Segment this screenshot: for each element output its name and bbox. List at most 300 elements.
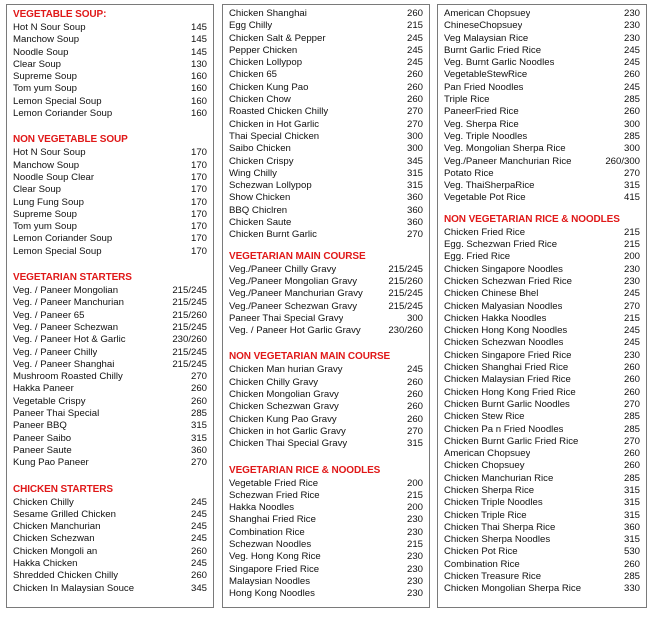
item-price: 230 — [406, 575, 423, 587]
menu-item — [13, 71, 207, 83]
item-name: Noodle Soup — [13, 46, 69, 58]
item-name: Veg. Triple Noodles — [444, 130, 528, 142]
menu-item — [229, 401, 423, 413]
item-price: 170 — [190, 171, 207, 183]
item-name: Chicken Schezwan Gravy — [229, 401, 339, 413]
menu-item — [13, 457, 207, 469]
item-name: Chicken in hot Garlic Gravy — [229, 425, 346, 437]
item-price: 345 — [190, 582, 207, 594]
menu-item — [13, 233, 207, 245]
item-price: 360 — [406, 204, 423, 216]
item-name: Vegetable Crispy — [13, 395, 86, 407]
item-name: Kung Pao Paneer — [13, 457, 89, 469]
section-heading: NON VEGETARIAN MAIN COURSE — [229, 351, 391, 363]
item-price: 170 — [190, 233, 207, 245]
item-price: 230 — [406, 514, 423, 526]
item-name: Veg. / Paneer Mongolian — [13, 285, 119, 297]
item-price: 360 — [406, 192, 423, 204]
item-name: Chicken Mongolian Gravy — [229, 389, 339, 401]
menu-item — [444, 168, 640, 180]
item-price: 260 — [190, 383, 207, 395]
item-name: Chicken Chinese Bhel — [444, 288, 539, 300]
item-name: VegetableStewRice — [444, 69, 528, 81]
menu-item — [13, 34, 207, 46]
menu-item — [229, 325, 423, 337]
menu-item — [13, 433, 207, 445]
item-name: Pan Fried Noodles — [444, 81, 524, 93]
item-name: Combination Rice — [444, 558, 520, 570]
item-price: 530 — [623, 546, 640, 558]
item-name: Lemon Special Soup — [13, 95, 102, 107]
menu-item — [229, 180, 423, 192]
menu-item — [13, 197, 207, 209]
item-price: 215 — [406, 538, 423, 550]
item-name: Chicken Pa n Fried Noodles — [444, 423, 564, 435]
item-price: 270 — [623, 167, 640, 179]
item-price: 260 — [623, 460, 640, 472]
item-price: 315 — [623, 497, 640, 509]
item-name: Saibo Chicken — [229, 143, 291, 155]
menu-item — [229, 217, 423, 229]
menu-item — [229, 57, 423, 69]
section-spacer — [229, 337, 423, 350]
item-name: Egg. Fried Rice — [444, 251, 511, 263]
item-price: 270 — [190, 371, 207, 383]
item-name: Veg./Paneer Chilly Gravy — [229, 263, 337, 275]
item-price: 315 — [406, 180, 423, 192]
item-name: Chicken Shanghai — [229, 8, 307, 19]
item-name: Veg./Paneer Mongolian Gravy — [229, 275, 357, 287]
item-price: 260 — [406, 8, 423, 19]
item-name: American Chopsuey — [444, 8, 531, 19]
item-price: 360 — [406, 217, 423, 229]
menu-item — [229, 313, 423, 325]
menu-item — [444, 350, 640, 362]
menu-item — [229, 119, 423, 131]
item-price: 230 — [406, 526, 423, 538]
item-price: 230 — [623, 8, 640, 19]
menu-item — [13, 108, 207, 120]
menu-item — [444, 399, 640, 411]
item-name: Hot N Sour Soup — [13, 147, 86, 159]
item-price: 200 — [623, 251, 640, 263]
item-name: Vegetable Fried Rice — [229, 477, 319, 489]
menu-item — [229, 576, 423, 588]
menu-item — [229, 426, 423, 438]
item-price: 145 — [190, 34, 207, 46]
menu-item — [444, 264, 640, 276]
menu-item — [444, 288, 640, 300]
menu-item — [229, 131, 423, 143]
menu-item — [444, 374, 640, 386]
menu-item — [444, 180, 640, 192]
menu-item — [229, 288, 423, 300]
item-name: Chicken Lollypop — [229, 57, 303, 69]
item-name: Schezwan Lollypop — [229, 180, 312, 192]
menu-item — [229, 168, 423, 180]
section-spacer — [229, 242, 423, 250]
menu-item — [229, 69, 423, 81]
item-name: Sesame Grilled Chicken — [13, 508, 116, 520]
item-price: 260 — [406, 413, 423, 425]
item-name: Chicken Triple Noodles — [444, 497, 543, 509]
item-name: Burnt Garlic Fried Rice — [444, 44, 542, 56]
item-price: 270 — [623, 435, 640, 447]
item-name: Chicken Schezwan — [13, 533, 95, 545]
menu-item — [13, 408, 207, 420]
menu-item — [229, 82, 423, 94]
item-price: 245 — [623, 81, 640, 93]
item-name: Veg. / Paneer Chilly — [13, 346, 98, 358]
item-price: 300 — [623, 118, 640, 130]
item-name: Supreme Soup — [13, 71, 77, 83]
item-name: Chicken Schezwan Fried Rice — [444, 275, 572, 287]
item-price: 245 — [190, 508, 207, 520]
menu-item — [444, 156, 640, 168]
item-price: 215/260 — [172, 309, 207, 321]
item-price: 215 — [623, 312, 640, 324]
item-name: Hot N Sour Soup — [13, 22, 86, 33]
menu-section — [444, 213, 640, 596]
menu-item — [229, 156, 423, 168]
item-name: Chicken Kung Pao Gravy — [229, 413, 337, 425]
menu-item — [444, 8, 640, 20]
menu-item — [13, 209, 207, 221]
item-name: Veg. / Paneer Hot & Garlic — [13, 334, 126, 346]
item-name: Chicken Chilly Gravy — [229, 376, 319, 388]
menu-item — [444, 143, 640, 155]
item-price: 200 — [406, 502, 423, 514]
menu-item — [229, 8, 423, 20]
menu-section — [229, 8, 423, 242]
item-name: Paneer Thai Special Gravy — [229, 312, 344, 324]
menu-item — [444, 534, 640, 546]
item-price: 215/260 — [388, 275, 423, 287]
menu-item — [13, 184, 207, 196]
menu-item — [444, 485, 640, 497]
item-name: BBQ Chiclren — [229, 204, 288, 216]
item-price: 245 — [190, 557, 207, 569]
menu-item — [13, 96, 207, 108]
item-name: Clear Soup — [13, 58, 61, 70]
item-price: 245 — [406, 44, 423, 56]
menu-item — [444, 497, 640, 509]
menu-item — [444, 546, 640, 558]
item-price: 145 — [190, 46, 207, 58]
item-price: 160 — [190, 83, 207, 95]
menu-section — [13, 8, 207, 120]
item-name: Veg. Sherpa Rice — [444, 118, 519, 130]
menu-item — [444, 131, 640, 143]
menu-item — [444, 522, 640, 534]
menu-item — [444, 239, 640, 251]
item-name: Chicken Man hurian Gravy — [229, 364, 343, 376]
menu-item — [444, 192, 640, 204]
item-price: 315 — [623, 509, 640, 521]
item-name: Egg. Schezwan Fried Rice — [444, 239, 558, 251]
menu-item — [13, 570, 207, 582]
section-heading: NON VEGETARIAN RICE & NOODLES — [444, 213, 620, 225]
menu-item — [13, 420, 207, 432]
item-price: 170 — [190, 245, 207, 257]
item-price: 300 — [406, 312, 423, 324]
section-spacer — [13, 470, 207, 483]
item-price: 260 — [406, 81, 423, 93]
menu-item — [444, 20, 640, 32]
item-price: 215/245 — [388, 263, 423, 275]
item-name: Roasted Chicken Chilly — [229, 106, 329, 118]
item-price: 160 — [190, 95, 207, 107]
item-name: Chicken Stew Rice — [444, 411, 525, 423]
menu-item — [444, 337, 640, 349]
item-price: 130 — [190, 58, 207, 70]
item-name: Chicken Thai Special Gravy — [229, 438, 348, 450]
item-price: 270 — [623, 300, 640, 312]
menu-item — [444, 571, 640, 583]
item-price: 245 — [190, 533, 207, 545]
item-name: Chicken Manchurian Rice — [444, 472, 554, 484]
menu-item — [229, 502, 423, 514]
item-name: Veg. Burnt Garlic Noodles — [444, 57, 555, 69]
menu-section — [229, 464, 423, 601]
menu-item — [444, 227, 640, 239]
menu-item — [444, 424, 640, 436]
menu-item — [229, 414, 423, 426]
item-name: Chicken Burnt Garlic Noodles — [444, 398, 570, 410]
menu-item — [13, 160, 207, 172]
item-name: Chicken Mongolian Sherpa Rice — [444, 583, 582, 595]
menu-item — [13, 221, 207, 233]
menu-item — [229, 551, 423, 563]
item-name: Veg. / Paneer Manchurian — [13, 297, 124, 309]
item-name: Malaysian Noodles — [229, 575, 311, 587]
item-price: 170 — [190, 196, 207, 208]
menu-item — [229, 438, 423, 450]
item-price: 145 — [190, 22, 207, 33]
menu-item — [444, 45, 640, 57]
menu-section — [13, 133, 207, 258]
item-price: 270 — [406, 106, 423, 118]
item-price: 260 — [190, 570, 207, 582]
item-price: 245 — [623, 337, 640, 349]
menu-item — [229, 588, 423, 600]
item-price: 270 — [406, 425, 423, 437]
menu-item — [13, 334, 207, 346]
item-name: Chicken Saute — [229, 217, 292, 229]
item-name: Vegetable Pot Rice — [444, 192, 526, 204]
item-price: 230 — [623, 275, 640, 287]
menu-item — [13, 396, 207, 408]
item-name: Hong Kong Noodles — [229, 588, 315, 600]
item-price: 270 — [406, 118, 423, 130]
menu-item — [229, 377, 423, 389]
item-name: Paneer Thai Special — [13, 408, 100, 420]
menu-item — [13, 546, 207, 558]
item-name: Chicken Crispy — [229, 155, 294, 167]
item-name: Lung Fung Soup — [13, 196, 84, 208]
item-name: Supreme Soup — [13, 208, 77, 220]
item-price: 315 — [406, 167, 423, 179]
item-name: ChineseChopsuey — [444, 20, 523, 32]
item-name: Veg. / Paneer Schezwan — [13, 321, 119, 333]
item-price: 215/245 — [172, 346, 207, 358]
item-price: 260 — [623, 69, 640, 81]
menu-item — [229, 143, 423, 155]
menu-item — [13, 521, 207, 533]
section-heading: VEGETARIAN MAIN COURSE — [229, 250, 366, 262]
item-name: Manchow Soup — [13, 34, 80, 46]
menu-section — [444, 8, 640, 205]
item-name: Veg. ThaiSherpaRice — [444, 180, 535, 192]
menu-item — [444, 411, 640, 423]
item-price: 315 — [623, 180, 640, 192]
item-name: Veg. / Paneer Hot Garlic Gravy — [229, 325, 361, 337]
menu-item — [13, 371, 207, 383]
item-name: Combination Rice — [229, 526, 305, 538]
item-price: 245 — [623, 57, 640, 69]
item-name: Paneer BBQ — [13, 420, 67, 432]
item-price: 245 — [623, 288, 640, 300]
item-price: 170 — [190, 208, 207, 220]
menu-item — [13, 497, 207, 509]
item-price: 285 — [190, 408, 207, 420]
item-name: Mushroom Roasted Chilly — [13, 371, 123, 383]
menu-item — [229, 205, 423, 217]
item-name: Veg./Paneer Manchurian Gravy — [229, 288, 363, 300]
item-name: Hakka Noodles — [229, 502, 295, 514]
item-name: Chicken Burnt Garlic — [229, 229, 317, 241]
menu-item — [13, 246, 207, 258]
menu-item — [444, 57, 640, 69]
item-name: Veg./Paneer Manchurian Rice — [444, 155, 572, 167]
item-price: 285 — [623, 411, 640, 423]
menu-item — [229, 276, 423, 288]
menu-item — [444, 473, 640, 485]
item-price: 230 — [623, 20, 640, 32]
section-spacer — [13, 258, 207, 271]
item-price: 285 — [623, 423, 640, 435]
menu-item — [444, 106, 640, 118]
item-name: Potato Rice — [444, 167, 494, 179]
menu-item — [13, 509, 207, 521]
item-name: Chicken Burnt Garlic Fried Rice — [444, 435, 579, 447]
menu-item — [229, 364, 423, 376]
item-price: 315 — [190, 420, 207, 432]
menu-section — [229, 250, 423, 338]
item-name: Shredded Chicken Chilly — [13, 570, 119, 582]
menu-item — [13, 147, 207, 159]
item-price: 230 — [406, 588, 423, 600]
item-name: Singapore Fried Rice — [229, 563, 320, 575]
item-price: 215 — [623, 239, 640, 251]
item-name: Chicken In Malaysian Souce — [13, 582, 135, 594]
item-price: 260 — [623, 558, 640, 570]
menu-item — [444, 325, 640, 337]
section-heading: CHICKEN STARTERS — [13, 483, 113, 495]
item-name: Chicken Hong Kong Noodles — [444, 325, 568, 337]
item-price: 245 — [190, 521, 207, 533]
item-price: 215/245 — [172, 297, 207, 309]
item-name: Lemon Special Soup — [13, 245, 102, 257]
item-price: 230 — [623, 349, 640, 361]
section-heading: VEGETARIAN STARTERS — [13, 272, 132, 284]
item-price: 245 — [406, 364, 423, 376]
menu-item — [13, 285, 207, 297]
item-price: 160 — [190, 108, 207, 120]
item-name: Chicken Hakka Noodles — [444, 312, 547, 324]
menu-item — [229, 564, 423, 576]
item-name: Thai Special Chicken — [229, 130, 320, 142]
item-name: Veg./Paneer Schezwan Gravy — [229, 300, 357, 312]
menu-item — [229, 478, 423, 490]
section-heading: VEGETARIAN RICE & NOODLES — [229, 464, 381, 476]
menu-item — [444, 276, 640, 288]
menu-item — [13, 533, 207, 545]
item-name: Chicken Kung Pao — [229, 81, 309, 93]
item-price: 260/300 — [605, 155, 640, 167]
menu-item — [13, 59, 207, 71]
item-name: Wing Chilly — [229, 167, 277, 179]
menu-item — [444, 448, 640, 460]
item-price: 230 — [406, 551, 423, 563]
item-name: Chicken Chow — [229, 94, 291, 106]
item-name: Chicken Hong Kong Fried Rice — [444, 386, 576, 398]
item-price: 260 — [406, 376, 423, 388]
item-price: 245 — [190, 496, 207, 508]
menu-item — [229, 389, 423, 401]
item-price: 245 — [406, 32, 423, 44]
item-name: PaneerFried Rice — [444, 106, 519, 118]
section-heading: NON VEGETABLE SOUP — [13, 134, 128, 146]
item-price: 260 — [406, 69, 423, 81]
item-price: 360 — [623, 521, 640, 533]
item-price: 215 — [406, 20, 423, 32]
item-price: 170 — [190, 221, 207, 233]
item-name: Chicken Thai Sherpa Rice — [444, 521, 556, 533]
item-price: 285 — [623, 94, 640, 106]
item-name: Noodle Soup Clear — [13, 171, 95, 183]
menu-item — [444, 82, 640, 94]
item-price: 285 — [623, 472, 640, 484]
menu-item — [229, 229, 423, 241]
menu-item — [229, 527, 423, 539]
item-price: 260 — [190, 545, 207, 557]
menu-item — [229, 94, 423, 106]
item-price: 260 — [190, 395, 207, 407]
item-price: 300 — [406, 130, 423, 142]
item-price: 300 — [623, 143, 640, 155]
item-name: Chicken Treasure Rice — [444, 571, 542, 583]
item-name: Triple Rice — [444, 94, 490, 106]
item-price: 260 — [406, 94, 423, 106]
menu-item — [229, 192, 423, 204]
menu-item — [229, 301, 423, 313]
item-name: Chicken Fried Rice — [444, 226, 526, 238]
item-name: Shanghai Fried Rice — [229, 514, 316, 526]
item-price: 260 — [623, 362, 640, 374]
menu-item — [444, 362, 640, 374]
item-price: 245 — [406, 57, 423, 69]
item-price: 315 — [623, 534, 640, 546]
menu-item — [444, 583, 640, 595]
menu-item — [13, 22, 207, 34]
item-name: Manchow Soup — [13, 159, 80, 171]
item-name: Hakka Paneer — [13, 383, 74, 395]
item-price: 415 — [623, 192, 640, 204]
menu-item — [444, 69, 640, 81]
item-name: Chicken Shanghai Fried Rice — [444, 362, 569, 374]
item-name: Paneer Saibo — [13, 432, 72, 444]
